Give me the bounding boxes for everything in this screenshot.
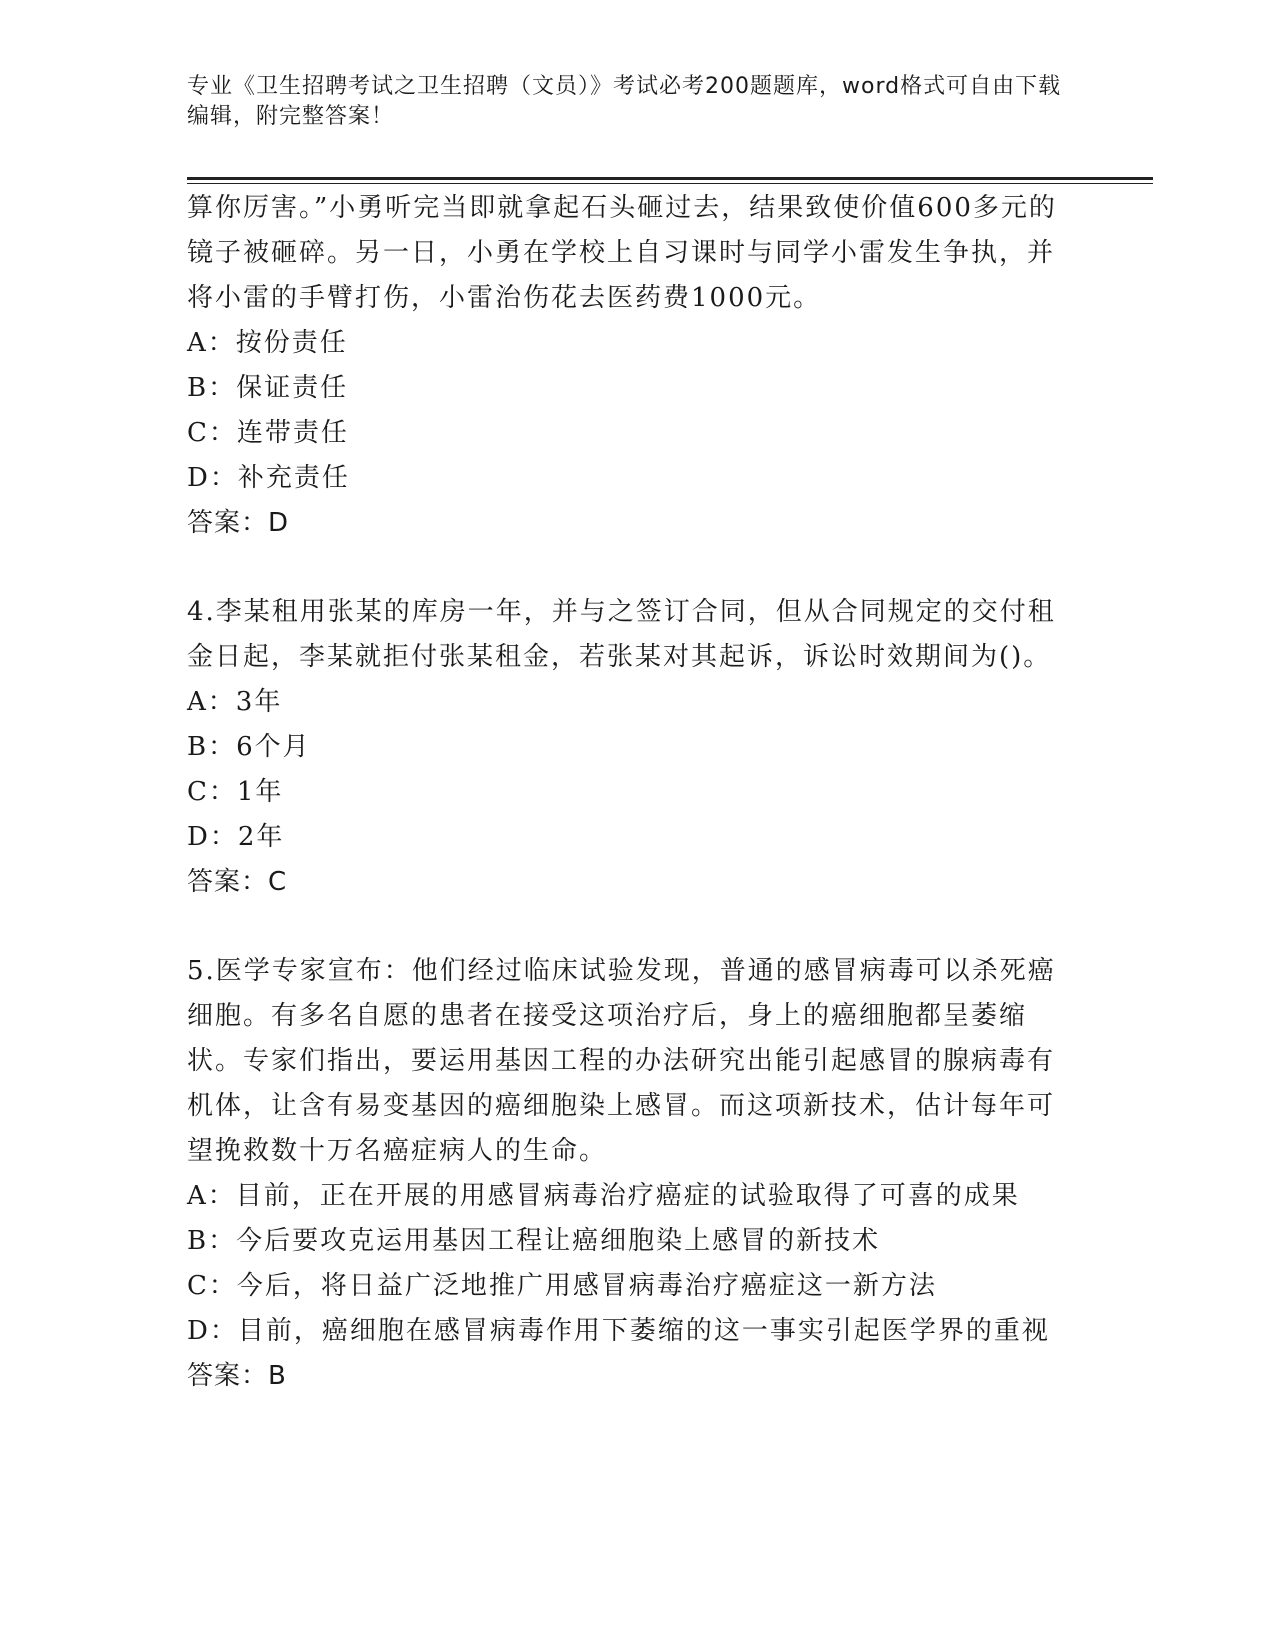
question-4-stem: 4.李某租用张某的库房一年，并与之签订合同，但从合同规定的交付租金日起，李某就拒付张某租金，若张某对其起诉，诉讼时效期间为()。 xyxy=(187,597,1056,672)
question-gap xyxy=(187,546,1067,590)
document-header: 专业《卫生招聘考试之卫生招聘（文员）》考试必考200题题库，word格式可自由下载编辑，附完整答案！ xyxy=(187,74,1062,129)
question-4-answer: 答案：C xyxy=(187,867,288,897)
header-divider-thick xyxy=(187,177,1153,180)
question-3-option-c: C：连带责任 xyxy=(187,418,349,448)
question-3-option-a: A：按份责任 xyxy=(187,328,348,358)
question-5-option-b: B：今后要攻克运用基因工程让癌细胞染上感冒的新技术 xyxy=(187,1226,881,1256)
question-5-option-c: C：今后，将日益广泛地推广用感冒病毒治疗癌症这一新方法 xyxy=(187,1271,937,1301)
question-4-option-b: B：6个月 xyxy=(187,732,311,762)
question-5-option-a: A：目前，正在开展的用感冒病毒治疗癌症的试验取得了可喜的成果 xyxy=(187,1181,1020,1211)
question-5-stem: 5.医学专家宣布：他们经过临床试验发现，普通的感冒病毒可以杀死癌细胞。有多名自愿的患者在接受这项治疗后，身上的癌细胞都呈萎缩状。专家们指出，要运用基因工程的办法研究出能引起感冒的腺病毒有机体，让含有易变基因的癌细胞染上感冒。而这项新技术，估计每年可望挽救数十万名癌症病人的生命。 xyxy=(187,956,1056,1166)
question-3-answer: 答案：D xyxy=(187,508,290,538)
question-gap xyxy=(187,905,1067,949)
question-5 xyxy=(187,949,1067,1399)
question-5-option-d: D：目前，癌细胞在感冒病毒作用下萎缩的这一事实引起医学界的重视 xyxy=(187,1316,1050,1346)
question-3-option-d: D：补充责任 xyxy=(187,463,350,493)
header-divider-thin xyxy=(187,183,1153,184)
question-4 xyxy=(187,590,1067,905)
question-4-option-a: A：3年 xyxy=(187,687,283,717)
document-body xyxy=(187,186,1067,1399)
question-3-stem-tail: 算你厉害。”小勇听完当即就拿起石头砸过去，结果致使价值600多元的镜子被砸碎。另一日，小勇在学校上自习课时与同学小雷发生争执，并将小雷的手臂打伤，小雷治伤花去医药费1000元。 xyxy=(187,193,1057,313)
question-4-option-c: C：1年 xyxy=(187,777,284,807)
question-5-answer: 答案：B xyxy=(187,1361,287,1391)
question-3 xyxy=(187,186,1067,546)
question-3-option-b: B：保证责任 xyxy=(187,373,349,403)
question-4-option-d: D：2年 xyxy=(187,822,285,852)
